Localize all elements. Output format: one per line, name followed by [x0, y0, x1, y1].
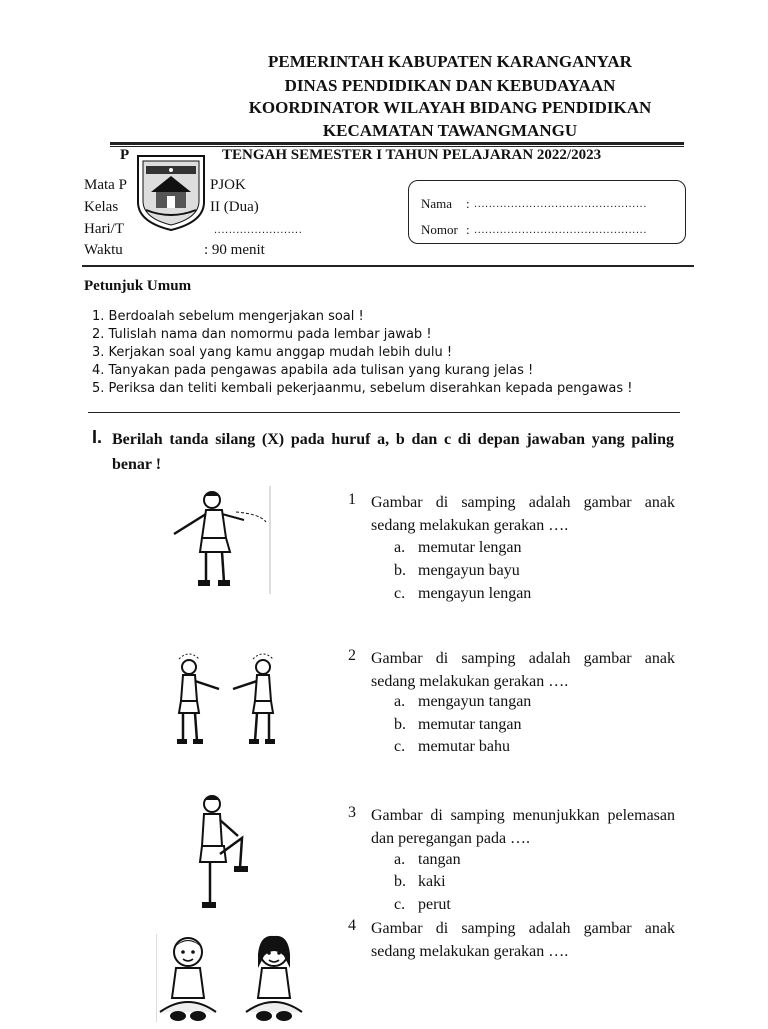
answer-option[interactable]: c. perut — [394, 896, 451, 913]
figure-leg-stretch — [190, 792, 260, 919]
subject-value: PJOK — [210, 177, 246, 193]
header-line-2: DINAS PENDIDIKAN DAN KEBUDAYAAN — [284, 76, 616, 95]
header-line-3: KOORDINATOR WILAYAH BIDANG PENDIDIKAN — [248, 98, 652, 117]
instructions-title: Petunjuk Umum — [84, 278, 192, 294]
question-number: 4 — [348, 917, 356, 934]
regency-emblem-logo — [134, 152, 208, 232]
answer-option[interactable]: c. memutar bahu — [394, 738, 510, 755]
question-text: Gambar di samping menunjukkan pelemasan dan peregangan pada …. — [371, 807, 675, 847]
figure-arm-swing — [160, 486, 275, 603]
figure-arm-rotation — [165, 653, 285, 758]
section-instruction: Berilah tanda silang (X) pada huruf a, b dan c di depan jawaban yang paling benar ! — [112, 431, 674, 473]
time-label: Waktu — [84, 242, 123, 258]
answer-option[interactable]: a. tangan — [394, 851, 461, 868]
number-separator: : — [466, 222, 470, 237]
question-number: 3 — [348, 804, 356, 821]
day-label: Hari/T — [84, 221, 124, 237]
instruction-item: 1. Berdoalah sebelum mengerjakan soal ! — [92, 309, 364, 324]
answer-option[interactable]: b. kaki — [394, 873, 446, 890]
name-field[interactable]: ............................................... — [474, 199, 647, 210]
exam-title-prefix: P — [120, 147, 130, 163]
question-number: 1 — [348, 491, 356, 508]
answer-option[interactable]: c. mengayun lengan — [394, 585, 532, 602]
instruction-item: 4. Tanyakan pada pengawas apabila ada tulisan yang kurang jelas ! — [92, 363, 534, 378]
instruction-item: 2. Tulislah nama dan nomormu pada lembar jawab ! — [92, 327, 432, 342]
instruction-item: 5. Periksa dan teliti kembali pekerjaanmu, sebelum diserahkan kepada pengawas ! — [92, 381, 633, 396]
section-numeral: I. — [92, 427, 103, 447]
header-line-1: PEMERINTAH KABUPATEN KARANGANYAR — [268, 52, 632, 71]
class-value: II (Dua) — [210, 199, 259, 215]
answer-option[interactable]: a. mengayun tangan — [394, 693, 532, 710]
subject-label: Mata P — [84, 177, 127, 193]
name-label: Nama — [421, 196, 453, 211]
number-label: Nomor — [421, 222, 458, 237]
day-value: ........................ — [214, 225, 303, 236]
header-line-4: KECAMATAN TAWANGMANGU — [322, 121, 578, 140]
exam-title: TENGAH SEMESTER I TAHUN PELAJARAN 2022/2023 — [222, 147, 602, 163]
question-text: Gambar di samping adalah gambar anak sedang melakukan gerakan …. — [371, 650, 675, 690]
header-divider-thick — [110, 142, 684, 145]
info-divider — [82, 265, 694, 267]
class-label: Kelas — [84, 199, 119, 215]
answer-option[interactable]: b. mengayun bayu — [394, 562, 520, 579]
number-field[interactable]: ............................................... — [474, 225, 647, 236]
name-separator: : — [466, 196, 470, 211]
instructions-divider — [88, 412, 680, 413]
instruction-item: 3. Kerjakan soal yang kamu anggap mudah lebih dulu ! — [92, 345, 453, 360]
question-text: Gambar di samping adalah gambar anak sedang melakukan gerakan …. — [371, 920, 675, 960]
answer-option[interactable]: b. memutar tangan — [394, 716, 522, 733]
question-text: Gambar di samping adalah gambar anak sedang melakukan gerakan …. — [371, 494, 675, 534]
answer-option[interactable]: a. memutar lengan — [394, 539, 522, 556]
figure-sitting-children — [156, 932, 306, 1029]
time-value: : 90 menit — [204, 242, 265, 258]
question-number: 2 — [348, 647, 356, 664]
